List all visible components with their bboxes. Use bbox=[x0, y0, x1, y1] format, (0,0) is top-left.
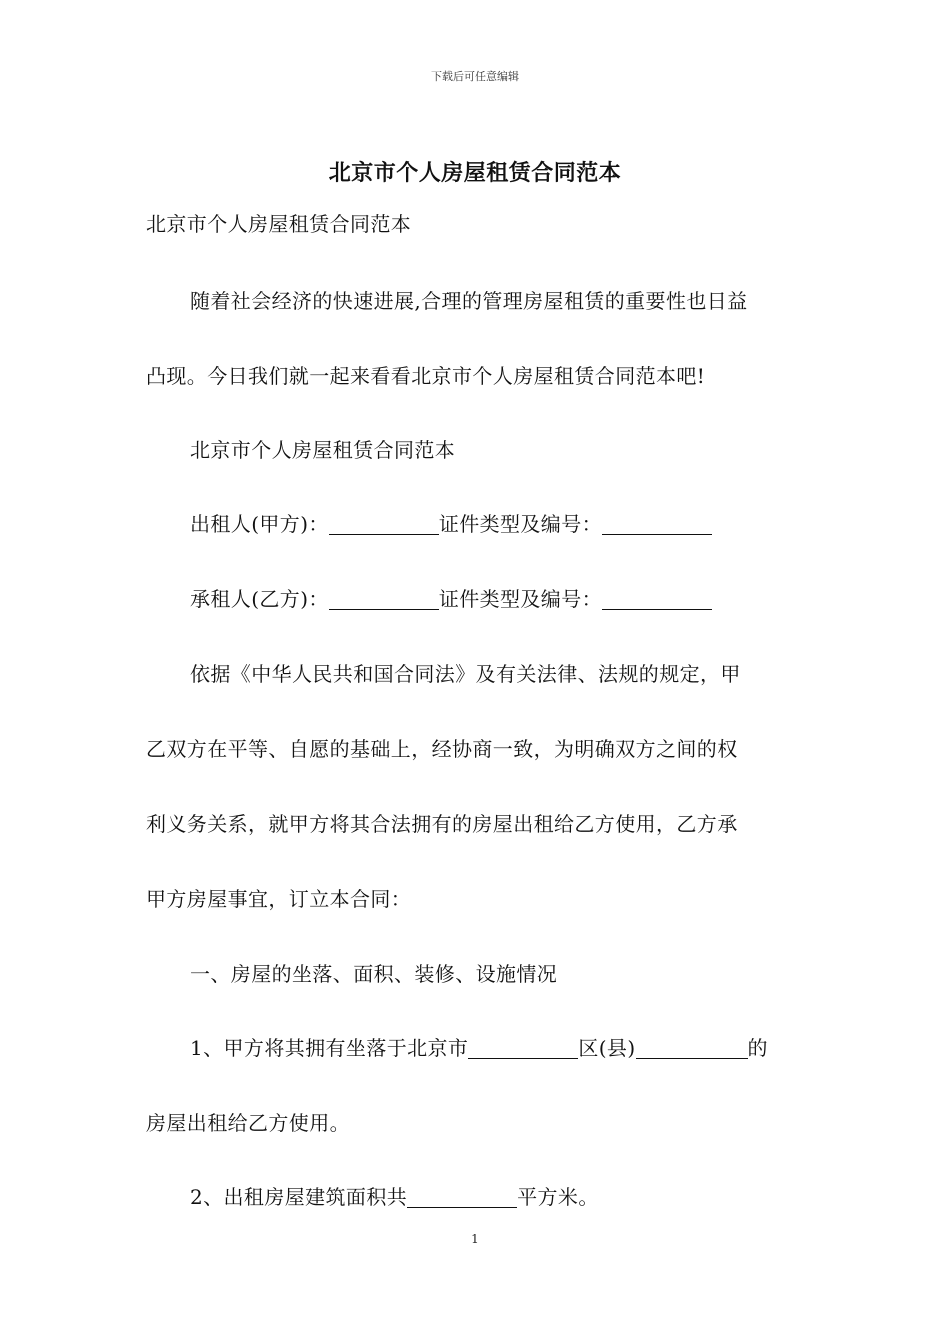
section1-item1 bbox=[190, 1034, 810, 1062]
basis-line-3: 利义务关系，就甲方将其合法拥有的房屋出租给乙方使用，乙方承 bbox=[146, 812, 738, 836]
intro-line-1: 随着社会经济的快速进展,合理的管理房屋租赁的重要性也日益 bbox=[190, 289, 748, 313]
item2-text-1: 2、出租房屋建筑面积共 bbox=[190, 1185, 408, 1209]
lessee-name-blank[interactable] bbox=[329, 589, 439, 610]
page-number: 1 bbox=[471, 1232, 479, 1246]
basis-line-4: 甲方房屋事宜，订立本合同： bbox=[146, 887, 412, 911]
lessor-name-blank[interactable] bbox=[329, 514, 439, 535]
item1-text-3: 的 bbox=[747, 1036, 768, 1060]
lessee-line bbox=[190, 585, 810, 613]
section1-item1-continued: 房屋出租给乙方使用。 bbox=[146, 1111, 350, 1135]
section1-heading: 一、房屋的坐落、面积、装修、设施情况 bbox=[190, 962, 558, 986]
item2-text-2: 平方米。 bbox=[517, 1185, 599, 1209]
header-note: 下载后可任意编辑 bbox=[431, 70, 519, 83]
district-blank[interactable] bbox=[468, 1038, 578, 1059]
basis-line-2: 乙双方在平等、自愿的基础上，经协商一致，为明确双方之间的权 bbox=[146, 737, 738, 761]
lessor-label: 出租人(甲方)： bbox=[190, 512, 329, 536]
address-blank[interactable] bbox=[636, 1038, 748, 1059]
item1-text-2: 区(县) bbox=[578, 1036, 636, 1060]
contract-heading: 北京市个人房屋租赁合同范本 bbox=[190, 438, 456, 462]
lessor-id-label: 证件类型及编号： bbox=[438, 512, 603, 536]
section1-item2 bbox=[190, 1183, 810, 1211]
intro-line-2: 凸现。今日我们就一起来看看北京市个人房屋租赁合同范本吧! bbox=[146, 364, 706, 388]
item1-text-1: 1、甲方将其拥有坐落于北京市 bbox=[190, 1036, 469, 1060]
lessor-line bbox=[190, 510, 810, 538]
subtitle: 北京市个人房屋租赁合同范本 bbox=[146, 212, 412, 236]
lessee-label: 承租人(乙方)： bbox=[190, 587, 329, 611]
area-blank[interactable] bbox=[407, 1187, 517, 1208]
lessee-id-label: 证件类型及编号： bbox=[438, 587, 603, 611]
document-title: 北京市个人房屋租赁合同范本 bbox=[328, 160, 622, 186]
lessor-id-blank[interactable] bbox=[602, 514, 712, 535]
lessee-id-blank[interactable] bbox=[602, 589, 712, 610]
basis-line-1: 依据《中华人民共和国合同法》及有关法律、法规的规定，甲 bbox=[190, 662, 741, 686]
